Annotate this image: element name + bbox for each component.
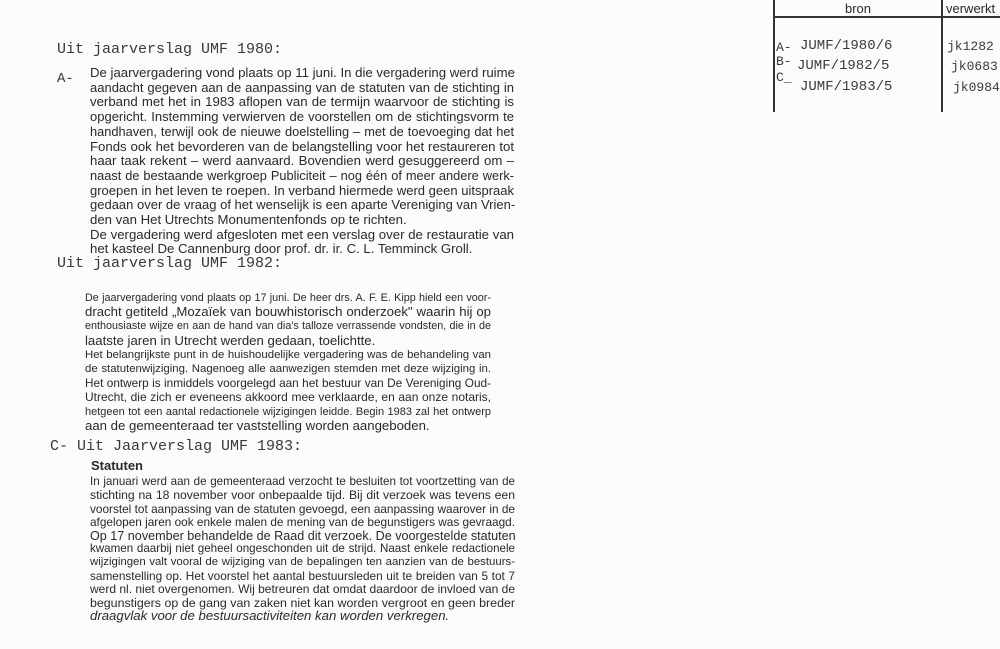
text-line: De jaarvergadering vond plaats op 11 juni. In die vergadering werd ruime xyxy=(90,65,515,80)
text-line: aan de gemeenteraad ter vaststelling worden aangeboden. xyxy=(85,417,430,433)
text-line: afgelopen jaren ook enkele malen de mening van de begunstigers was gevraagd. xyxy=(90,515,515,530)
row-verwerkt: jk0683 xyxy=(951,59,998,74)
text-line: Het belangrijkste punt in de huishoudelijke vergadering was de behandeling van xyxy=(85,348,491,361)
text-line: werd nl. niet overgenomen. Wij betreuren dat omdat daardoor de invloed van de xyxy=(90,582,515,597)
text-line: de statutenwijziging. Nagenoeg alle aanwezigen stemden met deze wijziging in. xyxy=(85,363,491,375)
text-line: In januari werd aan de gemeenteraad verzocht te besluiten tot voortzetting van de xyxy=(90,475,515,488)
text-line: draagvlak voor de bestuursactiviteiten kan worden verkregen. xyxy=(90,608,450,623)
text-line: Het ontwerp is inmiddels voorgelegd aan het bestuur van De Vereniging Oud- xyxy=(85,376,491,391)
row-bron: JUMF/1983/5 xyxy=(800,79,893,95)
text-line: De jaarvergadering vond plaats op 17 juni. De heer drs. A. F. E. Kipp hield een voor- xyxy=(85,292,491,304)
section-c-subheading: Statuten xyxy=(91,458,143,473)
text-line: naast de bestaande werkgroep Publiciteit – nog één of meer andere werk- xyxy=(90,167,514,183)
text-line: handhaven, terwijl ook de nieuwe doelstelling – met de toevoeging dat het xyxy=(90,123,514,139)
row-label: A- xyxy=(776,40,792,55)
text-line: haar taak rekent – werd aanvaard. Bovendien werd gesuggereerd om – xyxy=(90,153,514,169)
text-line: het kasteel De Cannenburg door prof. dr. ir. C. L. Temminck Groll. xyxy=(90,241,473,257)
text-line: hetgeen tot een aantal redactionele wijzigingen leidde. Begin 1983 zal het ontwerp xyxy=(85,405,491,418)
text-line: voorstel tot aanpassing van de statuten gevoegd, een aanpassing waarover in de xyxy=(90,501,515,516)
section-c-heading: C- Uit Jaarverslag UMF 1983: xyxy=(50,438,303,455)
section-a-marker: A- xyxy=(57,71,74,87)
text-line: samenstelling op. Het voorstel het aantal bestuursleden uit te breiden van 5 tot 7 xyxy=(90,568,515,583)
header-bron: bron xyxy=(845,1,872,16)
text-line: wijzigingen valt vooral de wijziging van de bepalingen ten aanzien van de bestuurs- xyxy=(90,556,515,569)
text-line: begunstigers op de gang van zaken niet kan worden vergroot en geen breder xyxy=(90,595,515,610)
row-label: B- xyxy=(776,54,792,69)
text-line: Fonds ook het bevorderen van de belangstelling voor het restaureren tot xyxy=(90,138,514,154)
section-b-heading: Uit jaarverslag UMF 1982: xyxy=(57,255,283,272)
text-line: De vergadering werd afgesloten met een verslag over de restauratie van xyxy=(90,226,514,242)
text-line: laatste jaren in Utrecht werden gedaan, toelichtte. xyxy=(85,332,376,348)
row-bron: JUMF/1982/5 xyxy=(797,58,890,74)
text-line: opgericht. Instemming verwierven de voorstellen om de stichtingsvorm te xyxy=(90,109,514,125)
text-line: dracht getiteld „Mozaïek van bouwhistorisch onderzoek" waarin hij op xyxy=(85,304,491,320)
text-line: stichting na 18 november voor onbepaalde tijd. Bij dit verzoek was tevens een xyxy=(90,488,515,503)
table-header-rule xyxy=(773,16,1000,18)
text-line: aandacht gegeven aan de aanpassing van de statuten van de stichting in xyxy=(90,79,514,95)
text-line: gedaan over de vraag of het wenselijk is een aparte Vereniging van Vrien- xyxy=(90,197,516,213)
section-a-heading: Uit jaarverslag UMF 1980: xyxy=(57,41,283,58)
text-line: verband met het in 1983 aflopen van de termijn waarvoor de stichting is xyxy=(90,94,514,110)
row-label: C_ xyxy=(776,70,792,85)
row-verwerkt: jk0984 xyxy=(953,80,1000,95)
row-verwerkt: jk1282 xyxy=(947,39,994,54)
text-line: groepen in het leven te roepen. In verband hiermede werd geen uitspraak xyxy=(90,182,514,198)
text-line: Utrecht, die zich er eveneens akkoord mee verklaarde, en aan onze notaris, xyxy=(85,390,491,405)
header-verwerkt: verwerkt xyxy=(946,1,996,16)
text-line: Op 17 november behandelde de Raad dit verzoek. De voorgestelde statuten xyxy=(90,528,516,543)
row-bron: JUMF/1980/6 xyxy=(800,38,893,54)
text-line: den van Het Utrechts Monumentenfonds op te richten. xyxy=(90,212,407,227)
text-line: kwamen daarbij niet geheel ongeschonden uit de strijd. Naast enkele redactionele xyxy=(90,542,515,555)
text-line: enthousiaste wijze en aan de hand van dia's talloze verrassende vondsten, die in de xyxy=(85,320,491,333)
